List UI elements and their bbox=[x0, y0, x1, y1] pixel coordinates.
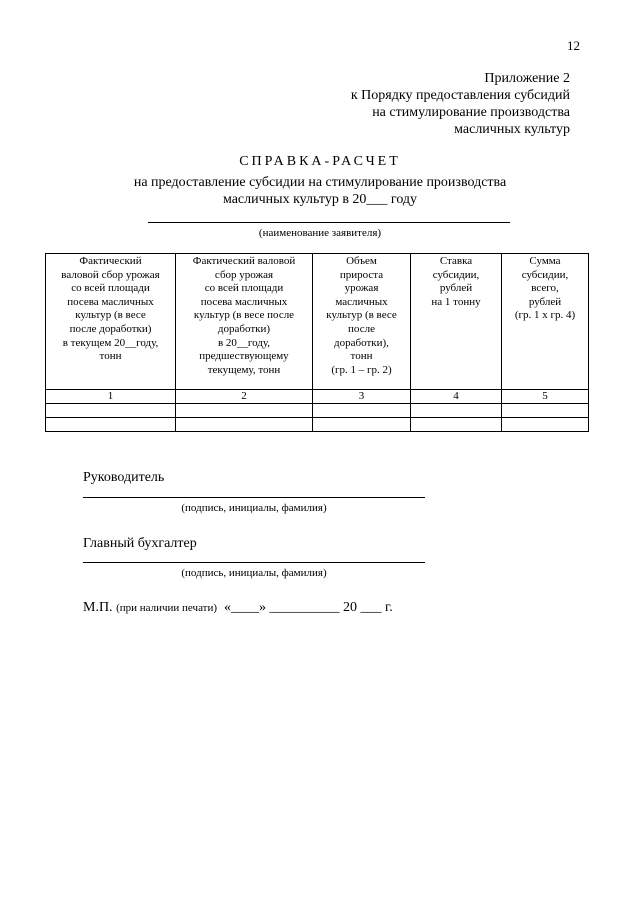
table-row bbox=[46, 418, 589, 432]
header-line: субсидии, bbox=[432, 268, 480, 281]
stamp-date-line bbox=[83, 600, 393, 616]
stamp-mark: М.П. bbox=[83, 600, 113, 615]
head-signature-caption: (подпись, инициалы, фамилия) bbox=[181, 502, 327, 514]
subtitle-line: масличных культур в 20___ году bbox=[222, 192, 418, 207]
header-cell bbox=[411, 254, 502, 390]
header-line: Объем bbox=[346, 255, 377, 267]
header-line: Фактический bbox=[79, 255, 142, 267]
column-number-cell: 1 bbox=[46, 390, 176, 404]
header-line: всего, bbox=[531, 282, 559, 295]
appendix-line: масличных культур bbox=[454, 122, 570, 137]
calculation-table bbox=[45, 253, 589, 432]
header-line: рублей bbox=[528, 295, 562, 308]
date-field: «____» __________ 20 ___ г. bbox=[224, 600, 393, 615]
header-line: после доработки) bbox=[69, 322, 152, 335]
header-line: Ставка bbox=[439, 255, 473, 267]
header-line: посева масличных bbox=[67, 295, 154, 308]
table-cell[interactable] bbox=[502, 404, 589, 418]
column-number-cell: 2 bbox=[176, 390, 313, 404]
column-number-cell: 5 bbox=[502, 390, 589, 404]
appendix-header bbox=[351, 70, 570, 138]
header-line: рублей bbox=[439, 282, 473, 295]
header-line: (гр. 1 х гр. 4) bbox=[514, 309, 576, 322]
table-cell[interactable] bbox=[502, 418, 589, 432]
header-line: прироста bbox=[339, 268, 384, 281]
table-cell[interactable] bbox=[46, 418, 176, 432]
table-cell[interactable] bbox=[313, 404, 411, 418]
head-signature-line bbox=[83, 497, 425, 498]
document-subtitle bbox=[0, 174, 640, 208]
table-row bbox=[46, 404, 589, 418]
column-number-row bbox=[46, 390, 589, 404]
table-cell[interactable] bbox=[411, 404, 502, 418]
table-cell[interactable] bbox=[176, 418, 313, 432]
table-header-row bbox=[46, 254, 589, 390]
header-line: сбор урожая bbox=[214, 268, 274, 281]
header-line: масличных bbox=[335, 295, 388, 308]
header-line: тонн bbox=[350, 350, 373, 363]
header-line: урожая bbox=[344, 282, 379, 295]
header-line: субсидии, bbox=[521, 268, 569, 281]
column-number-cell: 3 bbox=[313, 390, 411, 404]
header-line: Сумма bbox=[529, 255, 561, 267]
table-cell[interactable] bbox=[176, 404, 313, 418]
stamp-note: (при наличии печати) bbox=[116, 602, 218, 614]
applicant-name-line bbox=[148, 222, 510, 223]
header-line: доработки), bbox=[334, 336, 389, 349]
head-label: Руководитель bbox=[83, 470, 165, 485]
header-cell bbox=[176, 254, 313, 390]
header-line: тонн bbox=[99, 350, 122, 363]
table-cell[interactable] bbox=[313, 418, 411, 432]
accountant-signature-caption: (подпись, инициалы, фамилия) bbox=[181, 567, 327, 579]
header-line: предшествующему bbox=[199, 350, 289, 363]
header-line: в 20__году, bbox=[217, 336, 271, 349]
header-line: доработки) bbox=[217, 322, 271, 335]
header-line: после bbox=[348, 322, 375, 335]
header-line: на 1 тонну bbox=[431, 295, 481, 308]
subtitle-line: на предоставление субсидии на стимулирование производства bbox=[133, 175, 507, 190]
accountant-signature-line bbox=[83, 562, 425, 563]
header-line: Фактический валовой bbox=[192, 255, 296, 267]
table-cell[interactable] bbox=[46, 404, 176, 418]
header-line: со всей площади bbox=[204, 282, 284, 295]
document-title: СПРАВКА-РАСЧЕТ bbox=[239, 154, 401, 169]
header-line: культур (в весе после bbox=[193, 309, 295, 322]
table-cell[interactable] bbox=[411, 418, 502, 432]
page-number: 12 bbox=[567, 38, 580, 53]
header-line: валовой сбор урожая bbox=[61, 268, 160, 281]
appendix-line: к Порядку предоставления субсидий bbox=[350, 88, 570, 103]
header-cell bbox=[313, 254, 411, 390]
header-line: со всей площади bbox=[71, 282, 150, 295]
header-line: текущему, тонн bbox=[207, 363, 281, 376]
header-line: посева масличных bbox=[200, 295, 288, 308]
header-cell bbox=[502, 254, 589, 390]
appendix-line: на стимулирование производства bbox=[372, 105, 570, 120]
column-number-cell: 4 bbox=[411, 390, 502, 404]
applicant-caption: (наименование заявителя) bbox=[258, 227, 382, 239]
header-line: культур (в весе bbox=[326, 309, 397, 322]
accountant-label: Главный бухгалтер bbox=[83, 536, 197, 551]
header-cell bbox=[46, 254, 176, 390]
header-line: (гр. 1 – гр. 2) bbox=[331, 363, 392, 376]
appendix-line: Приложение 2 bbox=[484, 71, 570, 86]
header-line: в текущем 20__году, bbox=[62, 336, 159, 349]
header-line: культур (в весе bbox=[75, 309, 146, 322]
